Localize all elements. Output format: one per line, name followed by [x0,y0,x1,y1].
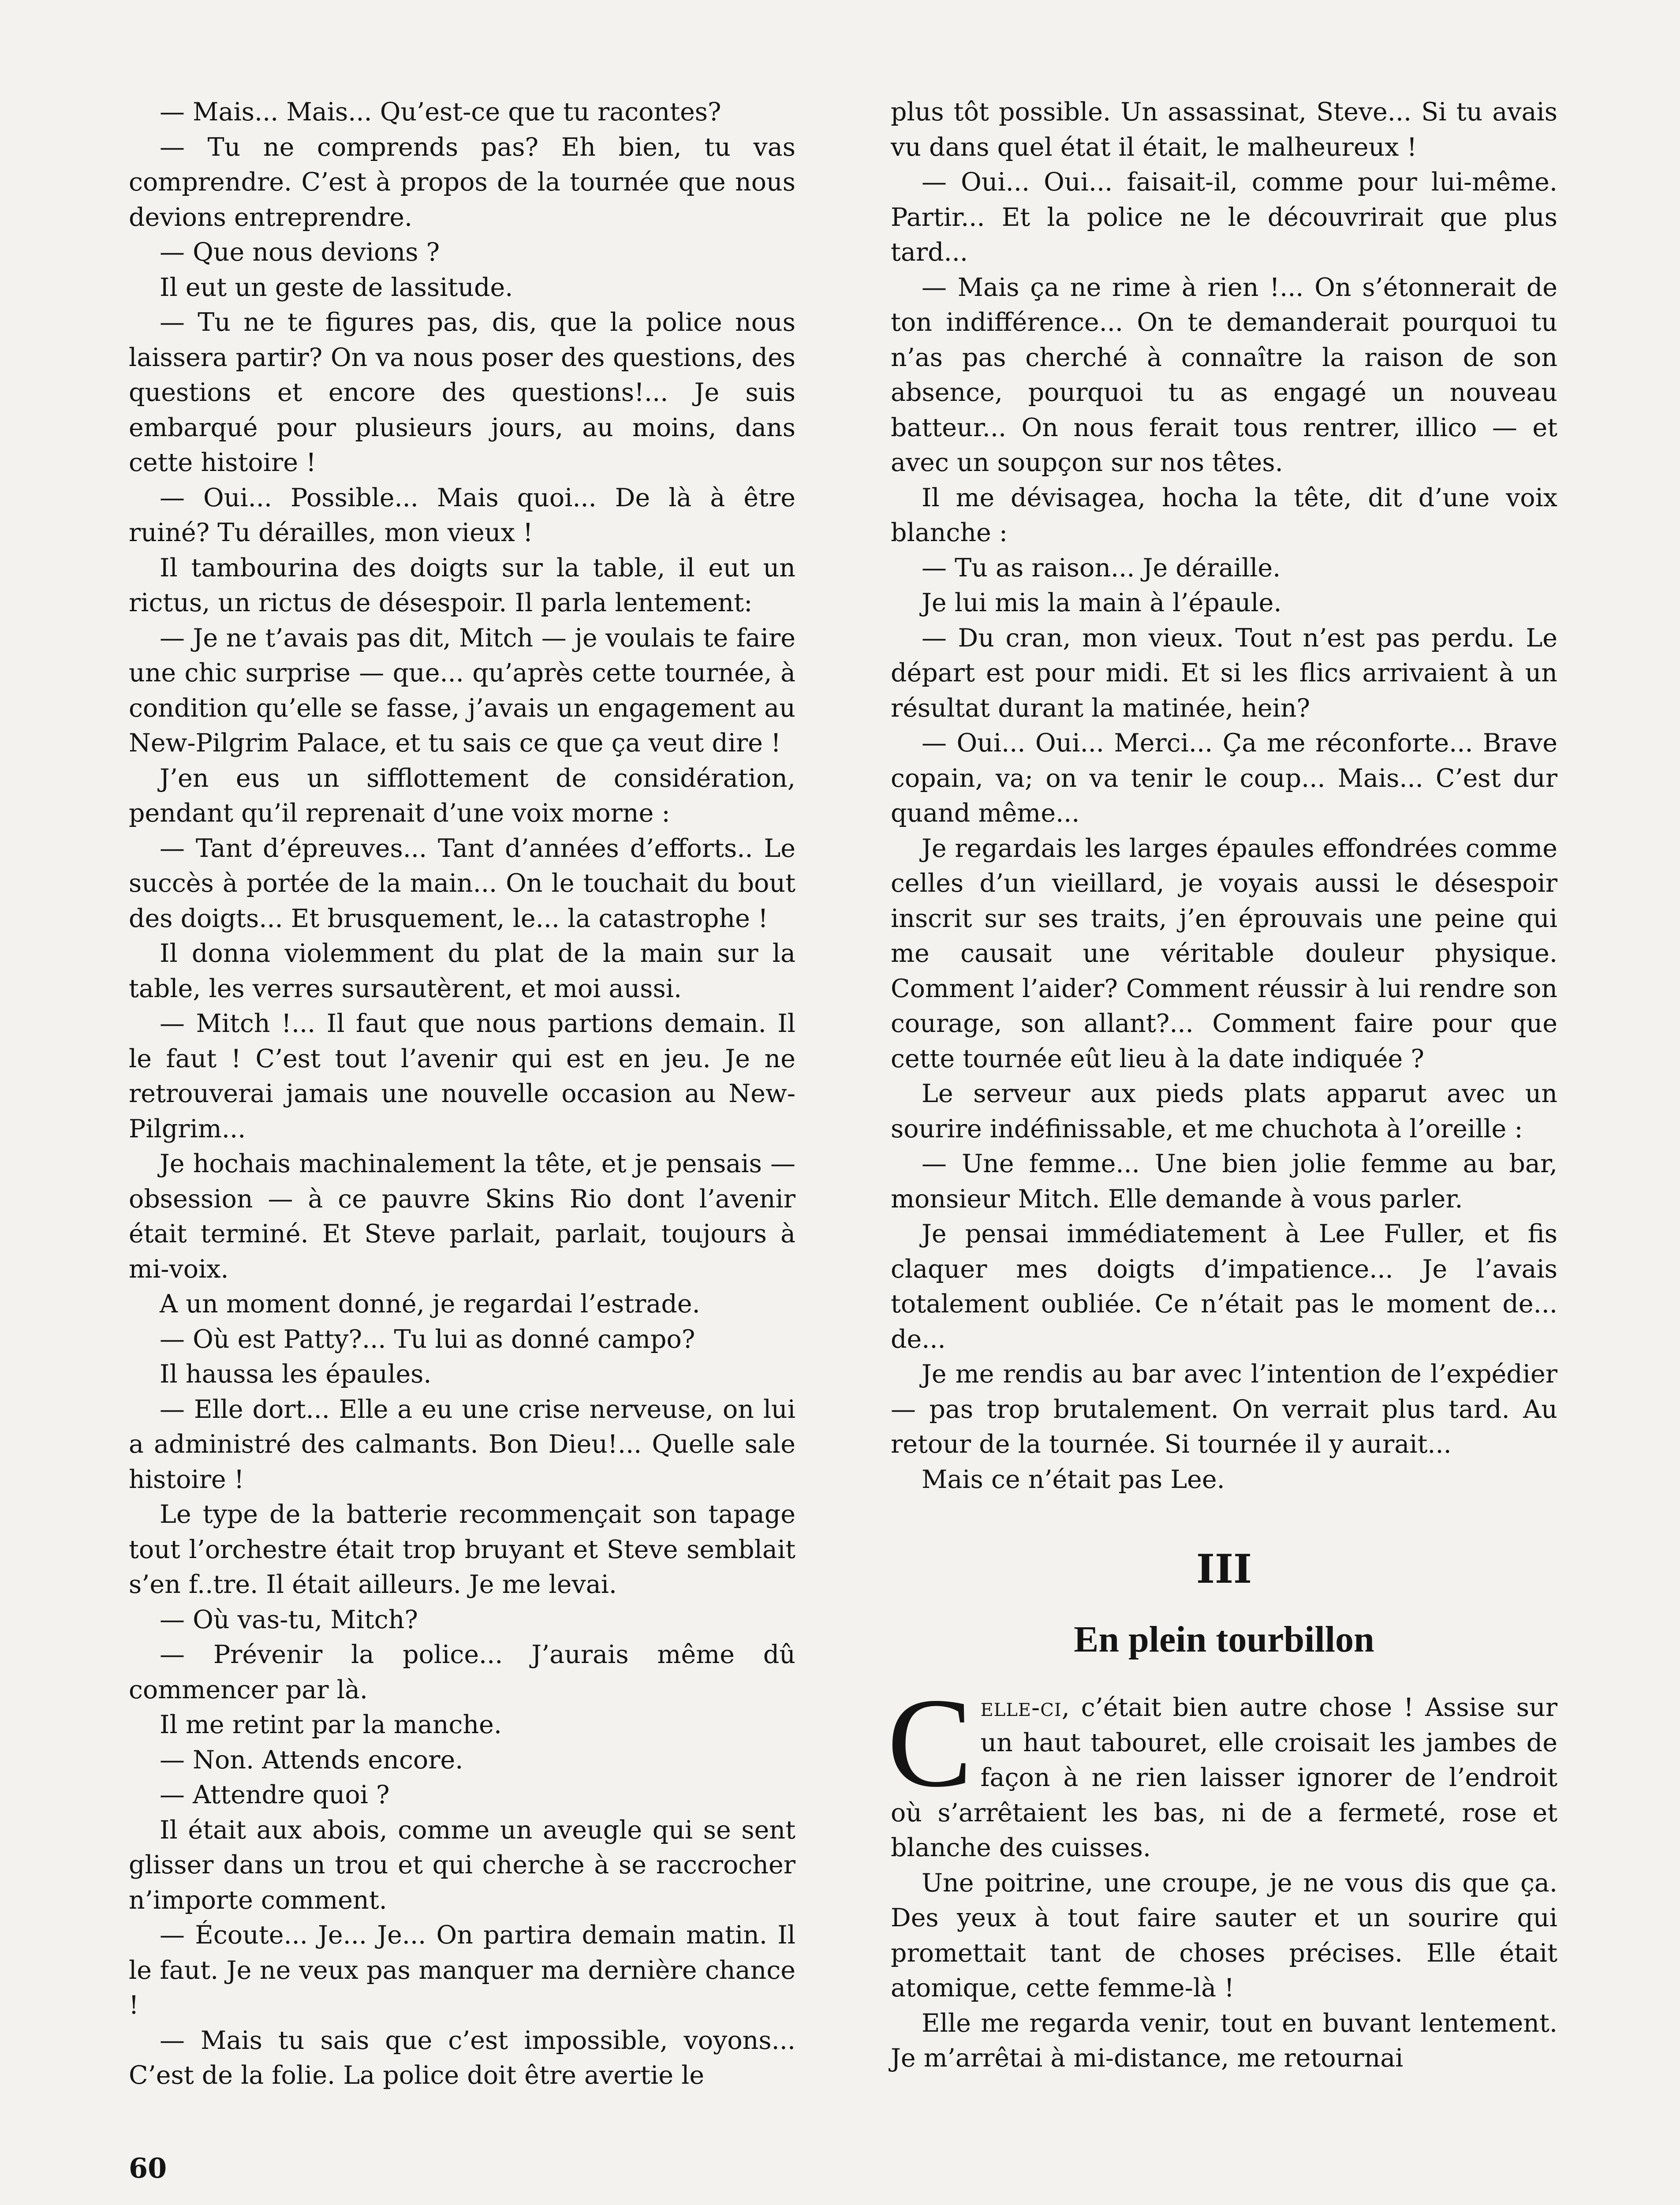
paragraph: plus tôt possible. Un assassinat, Steve... Si tu avais vu dans quel état il était, le malheureux ! [891,97,1557,162]
paragraph: Mais ce n’était pas Lee. [922,1465,1225,1494]
page-number: 60 [129,2152,167,2184]
paragraph: Il haussa les épaules. [160,1360,432,1389]
paragraph: — Mais ça ne rime à rien !... On s’étonnerait de ton indifférence... On te demanderait pourquoi tu n’as pas cherché à connaître la raison de son absence, pourquoi tu as engagé un nouveau batteur... On nous ferait tous rentrer, illico — et avec un soupçon sur nos têtes. [891,273,1557,477]
opening-text: , c’était bien autre chose ! Assise sur un haut tabouret, elle croisait les jambes de façon à ne rien laisser ignorer de l’endroit où s’arrêtaient les bas, ni de a fermeté, rose et blanche des cuisses. [891,1693,1557,1862]
paragraph: — Du cran, mon vieux. Tout n’est pas perdu. Le départ est pour midi. Et si les flics arrivaient à un résultat durant la matinée, hein? [891,623,1557,723]
right-column [887,95,1557,2076]
right-column-text [891,95,1557,1497]
opening-small-caps: elle-ci [980,1693,1062,1722]
paragraph: — Tu ne te figures pas, dis, que la police nous laissera partir? On va nous poser des questions, des questions et encore des questions!... Je suis embarqué pour plusieurs jours, au moins, dans cette histoire ! [129,308,795,477]
left-column [129,95,795,2093]
paragraph: — Oui... Oui... Merci... Ça me réconforte... Brave copain, va; on va tenir le coup... Mais... C’est dur quand même... [891,729,1557,828]
paragraph: — Mais tu sais que c’est impossible, voyons... C’est de la folie. La police doit être avertie le [129,2026,795,2090]
chapter-opening-paragraph [887,1672,1557,1866]
paragraph: Il était aux abois, comme un aveugle qui se sent glisser dans un trou et qui cherche à se raccrocher n’importe comment. [129,1815,795,1915]
paragraph: Je me rendis au bar avec l’intention de l’expédier — pas trop brutalement. On verrait plus tard. Au retour de la tournée. Si tournée il y aurait... [891,1360,1557,1459]
paragraph: — Mitch !... Il faut que nous partions demain. Il le faut ! C’est tout l’avenir qui est en jeu. Je ne retrouverai jamais une nouvelle occasion au New-Pilgrim... [129,1009,795,1144]
paragraph: — Oui... Possible... Mais quoi... De là à être ruiné? Tu dérailles, mon vieux ! [129,483,795,547]
paragraph: — Oui... Oui... faisait-il, comme pour lui-même. Partir... Et la police ne le découvrirait que plus tard... [891,168,1557,267]
paragraph: Il eut un geste de lassitude. [160,273,513,302]
paragraph: Je hochais machinalement la tête, et je pensais — obsession — à ce pauvre Skins Rio dont l’avenir était terminé. Et Steve parlait, parlait, toujours à mi-voix. [129,1149,795,1284]
paragraph: — Tu ne comprends pas? Eh bien, tu vas comprendre. C’est à propos de la tournée que nous devions entreprendre. [129,132,795,232]
paragraph: — Prévenir la police... J’aurais même dû commencer par là. [129,1640,795,1704]
paragraph: — Tant d’épreuves... Tant d’années d’efforts.. Le succès à portée de la main... On le touchait du bout des doigts... Et brusquement, le... la catastrophe ! [129,833,795,933]
drop-cap: C [887,1672,973,1813]
right-column-text-continued [891,1866,1557,2076]
paragraph: — Tu as raison... Je déraille. [922,553,1281,583]
paragraph: — Écoute... Je... Je... On partira demain matin. Il le faut. Je ne veux pas manquer ma dernière chance ! [129,1921,795,2020]
paragraph: — Non. Attends encore. [160,1745,463,1775]
paragraph: Il me retint par la manche. [160,1710,502,1739]
paragraph: A un moment donné, je regardai l’estrade. [160,1289,700,1319]
paragraph: — Elle dort... Elle a eu une crise nerveuse, on lui a administré des calmants. Bon Dieu!... Quelle sale histoire ! [129,1394,795,1494]
paragraph: Il donna violemment du plat de la main sur la table, les verres sursautèrent, et moi aussi. [129,939,795,1003]
paragraph: J’en eus un sifflottement de considération, pendant qu’il reprenait d’une voix morne : [129,763,795,828]
paragraph: Je pensai immédiatement à Lee Fuller, et fis claquer mes doigts d’impatience... Je l’avais totalement oubliée. Ce n’était pas le moment de... de... [891,1219,1557,1354]
paragraph: — Une femme... Une bien jolie femme au bar, monsieur Mitch. Elle demande à vous parler. [891,1149,1557,1214]
paragraph: — Où est Patty?... Tu lui as donné campo? [160,1324,695,1354]
paragraph: Il me dévisagea, hocha la tête, dit d’une voix blanche : [891,483,1557,547]
paragraph: — Où vas-tu, Mitch? [160,1605,418,1634]
paragraph: — Que nous devions ? [160,238,440,267]
paragraph: Le type de la batterie recommençait son tapage tout l’orchestre était trop bruyant et Steve semblait s’en f..tre. Il était ailleurs. Je me levai. [129,1500,795,1599]
paragraph: Je regardais les larges épaules effondrées comme celles d’un vieillard, je voyais aussi le désespoir inscrit sur ses traits, j’en éprouvais une peine qui me causait une véritable douleur physique. Comment l’aider? Comment réussir à lui rendre son courage, son allant?... Comment faire pour que cette tournée eût lieu à la date indiquée ? [891,833,1557,1073]
paragraph: Une poitrine, une croupe, je ne vous dis que ça. Des yeux à tout faire sauter et un sourire qui promettait tant de choses précises. Elle était atomique, cette femme-là ! [891,1868,1557,2003]
chapter-number: III [1196,1546,1252,1592]
paragraph: — Attendre quoi ? [160,1780,390,1809]
paragraph: Elle me regarda venir, tout en buvant lentement. Je m’arrêtai à mi-distance, me retournai [891,2008,1557,2073]
chapter-title: En plein tourbillon [1074,1619,1374,1660]
paragraph: — Je ne t’avais pas dit, Mitch — je voulais te faire une chic surprise — que... qu’après cette tournée, à condition qu’elle se fasse, j’avais un engagement au New-Pilgrim Palace, et tu sais ce que ça veut dire ! [129,623,795,758]
paragraph: Je lui mis la main à l’épaule. [922,588,1282,617]
paragraph: Il tambourina des doigts sur la table, il eut un rictus, un rictus de désespoir. Il parla lentement: [129,553,795,617]
paragraph: — Mais... Mais... Qu’est-ce que tu racontes? [160,97,721,127]
paragraph: Le serveur aux pieds plats apparut avec un sourire indéfinissable, et me chuchota à l’oreille : [891,1079,1557,1144]
